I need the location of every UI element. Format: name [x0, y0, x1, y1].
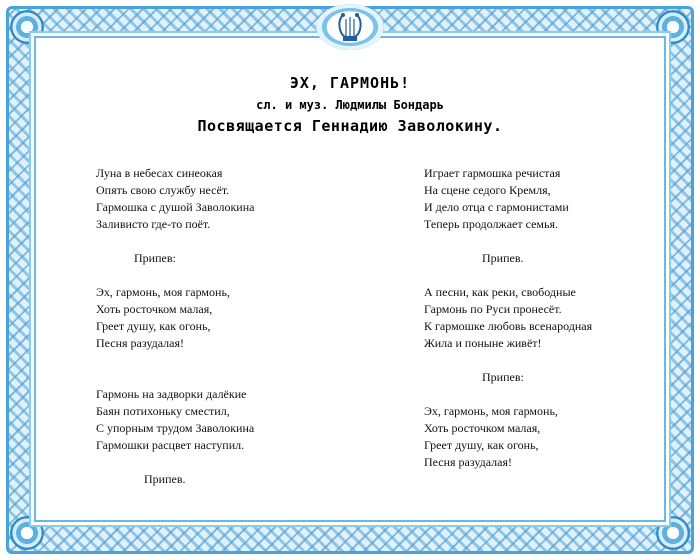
- lyric-line: Заливисто где-то поёт.: [96, 217, 211, 231]
- chorus-label: Припев.: [144, 472, 186, 486]
- lyric-line: Опять свою службу несёт.: [96, 183, 230, 197]
- lyric-line: К гармошке любовь всенародная: [424, 319, 593, 333]
- chorus: [424, 403, 654, 471]
- lyric-line: Теперь продолжает семья.: [424, 217, 559, 231]
- song-dedication: Посвящается Геннадию Заволокину.: [197, 117, 503, 135]
- lyric-line: Хоть росточком малая,: [96, 302, 213, 316]
- lyric-line: Луна в небесах синеокая: [96, 166, 223, 180]
- lyric-line: Песня разудалая!: [96, 336, 184, 350]
- lyric-line: Хоть росточком малая,: [424, 421, 541, 435]
- lyric-line: С упорным трудом Заволокина: [96, 421, 255, 435]
- lyric-line: Баян потихоньку сместил,: [96, 404, 230, 418]
- lyric-line: Гармонь на задворки далёкие: [96, 387, 247, 401]
- lyrics-right-column: [424, 165, 654, 471]
- verse-1: [96, 165, 346, 233]
- lyric-line: Жила и поныне живёт!: [424, 336, 542, 350]
- song-title: ЭХ, ГАРМОНЬ!: [289, 74, 411, 92]
- lyrics-left-column: [96, 165, 346, 488]
- chorus: [96, 284, 346, 352]
- verse-2: [96, 386, 346, 454]
- lyric-line: Гармонь по Руси пронесёт.: [424, 302, 562, 316]
- lyre-icon: [335, 11, 365, 43]
- chorus-label: Припев:: [134, 251, 176, 265]
- lyric-line: Эх, гармонь, моя гармонь,: [424, 404, 558, 418]
- lyric-line: На сцене седого Кремля,: [424, 183, 551, 197]
- chorus-label: Припев:: [482, 370, 524, 384]
- lyric-line: Эх, гармонь, моя гармонь,: [96, 285, 230, 299]
- lyric-line: Греет душу, как огонь,: [424, 438, 539, 452]
- lyric-line: А песни, как реки, свободные: [424, 285, 576, 299]
- chorus-label: Припев.: [482, 251, 524, 265]
- verse-4: [424, 284, 654, 352]
- lyric-line: Греет душу, как огонь,: [96, 319, 211, 333]
- lyric-line: Гармошка с душой Заволокина: [96, 200, 255, 214]
- song-header: [40, 72, 660, 135]
- lyre-emblem: [316, 4, 384, 50]
- verse-3: [424, 165, 654, 233]
- lyric-line: Гармошки расцвет наступил.: [96, 438, 245, 452]
- lyric-line: Играет гармошка речистая: [424, 166, 561, 180]
- lyric-line: И дело отца с гармонистами: [424, 200, 569, 214]
- song-author: сл. и муз. Людмилы Бондарь: [256, 98, 444, 112]
- lyric-line: Песня разудалая!: [424, 455, 512, 469]
